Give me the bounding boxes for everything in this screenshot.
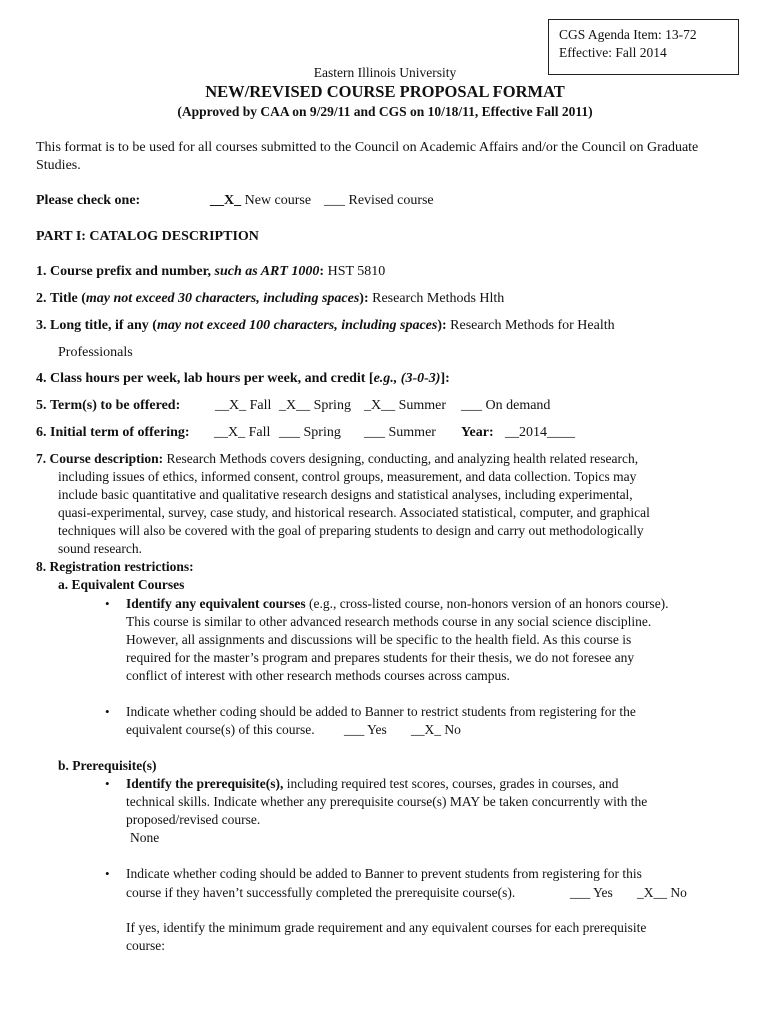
q6-row: [36, 425, 190, 441]
bullet-icon: •: [105, 704, 110, 719]
prereq-identify-rest: including required test scores, courses, grades in courses, and: [283, 776, 619, 791]
q5-label: Term(s) to be offered:: [50, 398, 181, 413]
prereq-banner-yes[interactable]: ___ Yes: [570, 885, 613, 900]
prereq-identify-line-3: proposed/revised course.: [126, 812, 261, 827]
agenda-item: CGS Agenda Item: 13-72: [559, 27, 697, 42]
q5-on-demand[interactable]: ___ On demand: [461, 398, 551, 413]
new-course-label: New course: [244, 193, 312, 208]
q5-fall[interactable]: __X_ Fall: [215, 398, 272, 413]
form-title: NEW/REVISED COURSE PROPOSAL FORMAT: [205, 82, 565, 101]
prereq-identify-line-1: [126, 776, 619, 792]
equiv-banner-no[interactable]: __X_ No: [411, 722, 461, 737]
section-a-heading: a. Equivalent Courses: [58, 577, 185, 592]
q8-row: [36, 559, 194, 575]
q7-line-4: quasi-experimental, survey, case study, and historical research. Associated statistical, computer, and graphical: [58, 505, 650, 520]
revised-course-option[interactable]: [324, 193, 434, 209]
q4-example: e.g., (3-0-3): [373, 371, 441, 386]
new-course-mark: __X_: [210, 193, 242, 208]
q5-row: [36, 398, 180, 414]
q3-number: 3.: [36, 318, 47, 333]
prereq-identify-bold: Identify the prerequisite(s),: [126, 776, 284, 791]
q3-close: ):: [437, 318, 447, 333]
q2-value: Research Methods Hlth: [372, 291, 505, 306]
q7-line-3: include basic quantitative and qualitative research designs and statistical analyses, including experimental,: [58, 487, 633, 502]
q7-number: 7.: [36, 451, 47, 466]
q3-value-continued: Professionals: [58, 345, 133, 360]
q1-label: Course prefix and number,: [50, 264, 212, 279]
q4-row: [36, 371, 450, 387]
q4-label: Class hours per week, lab hours per week, and credit [: [50, 371, 374, 386]
q6-year-value[interactable]: __2014____: [505, 425, 575, 440]
q8-number: 8.: [36, 559, 47, 574]
q7-label: Course description:: [49, 451, 164, 466]
q2-row: [36, 291, 504, 307]
q5-number: 5.: [36, 398, 47, 413]
q7-line-5: techniques will also be covered with the goal of preparing students to design and carry out methodologically: [58, 523, 644, 538]
prereq-note-line-1: If yes, identify the minimum grade requirement and any equivalent courses for each prerequisite: [126, 920, 647, 935]
equiv-banner-line-1: Indicate whether coding should be added to Banner to restrict students from registering for the: [126, 704, 636, 719]
part1-heading: PART I: CATALOG DESCRIPTION: [36, 229, 259, 244]
q1-value: HST 5810: [327, 264, 386, 279]
equiv-identify-bold: Identify any equivalent courses: [126, 596, 306, 611]
q3-row: [36, 318, 615, 334]
check-one-label: Please check one:: [36, 193, 141, 208]
q7-line-6: sound research.: [58, 541, 142, 556]
q6-year-label: Year:: [461, 425, 494, 440]
q5-summer[interactable]: _X__ Summer: [364, 398, 447, 413]
university-name: Eastern Illinois University: [313, 65, 457, 80]
equiv-identify-line-5: conflict of interest with other research methods courses across campus.: [126, 668, 510, 683]
new-course-option[interactable]: [210, 193, 311, 209]
prereq-identify-line-2: technical skills. Indicate whether any prerequisite course(s) MAY be taken concurrently with the: [126, 794, 648, 809]
q1-row: [36, 264, 385, 280]
prereq-banner-no[interactable]: _X__ No: [637, 885, 687, 900]
prereq-banner-line-2: course if they haven’t successfully completed the prerequisite course(s).: [126, 885, 516, 900]
q6-number: 6.: [36, 425, 47, 440]
q7-line-1: Research Methods covers designing, conducting, and analyzing health related research,: [166, 451, 639, 466]
equiv-identify-line-1: [126, 596, 669, 612]
q4-number: 4.: [36, 371, 47, 386]
intro-paragraph: This format is to be used for all courses submitted to the Council on Academic Affairs and/or the Council on Graduate Studies.: [36, 140, 699, 173]
q2-note: may not exceed 30 characters, including spaces: [85, 291, 360, 306]
equiv-identify-line-2: This course is similar to other advanced research methods course in any social science discipline.: [126, 614, 652, 629]
q4-close: ]:: [440, 371, 450, 386]
q1-example: such as ART 1000: [214, 264, 320, 279]
q1-colon: :: [319, 264, 325, 279]
q2-number: 2.: [36, 291, 47, 306]
bullet-icon: •: [105, 596, 110, 611]
q6-label: Initial term of offering:: [50, 425, 190, 440]
section-b-heading: b. Prerequisite(s): [58, 758, 157, 773]
prereq-banner-line-1: Indicate whether coding should be added to Banner to prevent students from registering for this: [126, 866, 642, 881]
equiv-banner-line-2: equivalent course(s) of this course.: [126, 722, 315, 737]
q6-spring[interactable]: ___ Spring: [279, 425, 341, 440]
q6-fall[interactable]: __X_ Fall: [214, 425, 271, 440]
q2-close: ):: [359, 291, 369, 306]
q3-note: may not exceed 100 characters, including spaces: [156, 318, 438, 333]
equiv-identify-line-4: required for the master’s program and prepares students for their thesis, we do not foresee any: [126, 650, 635, 665]
q1-number: 1.: [36, 264, 47, 279]
prereq-note-line-2: course:: [126, 938, 165, 953]
q3-value: Research Methods for Health: [450, 318, 615, 333]
equiv-banner-yes[interactable]: ___ Yes: [344, 722, 387, 737]
prereq-none-value: None: [130, 830, 160, 845]
bullet-icon: •: [105, 776, 110, 791]
q3-label: Long title, if any (: [50, 318, 157, 333]
revised-course-mark: ___: [324, 193, 345, 208]
agenda-effective: Effective: Fall 2014: [559, 45, 667, 60]
approval-line: (Approved by CAA on 9/29/11 and CGS on 10/18/11, Effective Fall 2011): [177, 104, 593, 119]
q6-summer[interactable]: ___ Summer: [364, 425, 436, 440]
revised-course-label: Revised course: [348, 193, 434, 208]
q2-label: Title (: [50, 291, 86, 306]
q5-spring[interactable]: _X__ Spring: [279, 398, 351, 413]
q7-line-2: including issues of ethics, informed consent, control groups, measurement, and data collection. Topics may: [58, 469, 637, 484]
bullet-icon: •: [105, 866, 110, 881]
q8-label: Registration restrictions:: [49, 559, 194, 574]
equiv-identify-rest: (e.g., cross-listed course, non-honors version of an honors course).: [305, 596, 669, 611]
q7-row: [36, 451, 638, 467]
equiv-identify-line-3: However, all assignments and discussions will be specific to the health field. As this course is: [126, 632, 632, 647]
